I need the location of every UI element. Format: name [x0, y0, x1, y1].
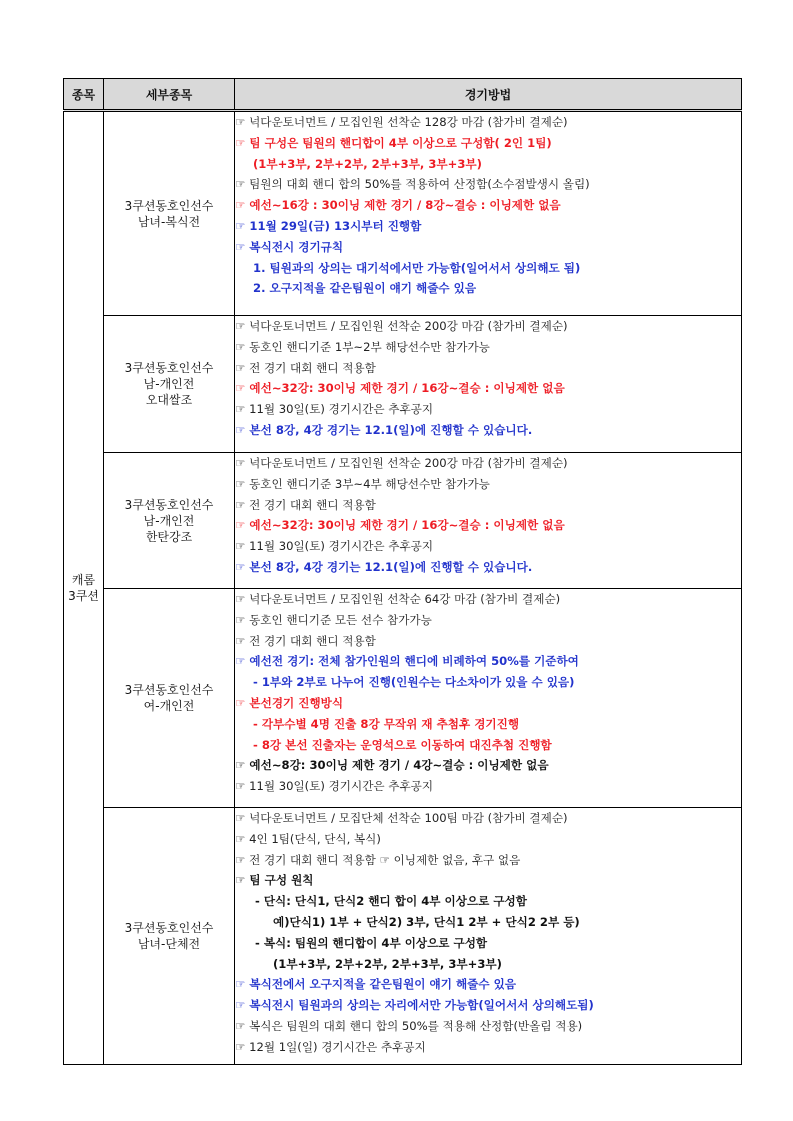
rule-line: ☞ 11월 30일(토) 경기시간은 추후공지 [235, 779, 434, 794]
rule-line: ☞ 넉다운토너먼트 / 모집인원 선착순 200강 마감 (참가비 결제순) [235, 456, 568, 470]
rule-line: 2. 오구지적을 같은팀원이 얘기 해줄수 있음 [253, 281, 477, 296]
rule-line: 예)단식1) 1부 + 단식2) 3부, 단식1 2부 + 단식2 2부 등) [273, 914, 580, 929]
rule-line: ☞ 팀원의 대회 핸디 합의 50%를 적용하여 산정함(소수점발생시 올림) [235, 177, 590, 192]
rule-line: ☞ 넉다운토너먼트 / 모집인원 선착순 64강 마감 (참가비 결제순) [235, 592, 561, 606]
subcategory-cell [104, 111, 235, 316]
rule-line: ☞ 12월 1일(일) 경기시간은 추후공지 [235, 1039, 426, 1054]
method-cell [235, 453, 742, 589]
method-cell [235, 808, 742, 1065]
rule-line: ☞ 본선경기 진행방식 [235, 695, 344, 710]
table-row [64, 111, 742, 316]
rule-line: ☞ 넉다운토너먼트 / 모집단체 선착순 100팀 마감 (참가비 결제순) [235, 811, 568, 825]
subcategory-label: 남녀-복식전 [137, 214, 201, 229]
rule-line: ☞ 전 경기 대회 핸디 적용함 [235, 633, 376, 648]
rule-line: ☞ 넉다운토너먼트 / 모집인원 선착순 128강 마감 (참가비 결제순) [235, 115, 568, 129]
competition-rules-table [63, 78, 742, 1065]
subcategory-label: 오대쌀조 [145, 393, 193, 407]
header-subcategory: 세부종목 [104, 79, 235, 111]
rule-line: 1. 팀원과의 상의는 대기석에서만 가능함(일어서서 상의해도 됨) [253, 260, 581, 275]
subcategory-label: 남-개인전 [143, 513, 195, 528]
rule-line: ☞ 팀 구성 원칙 [235, 873, 314, 888]
rule-line: ☞ 예선~8강: 30이닝 제한 경기 / 4강~결승 : 이닝제한 없음 [235, 758, 549, 773]
rule-line: ☞ 복식전시 팀원과의 상의는 자리에서만 가능함(일어서서 상의해도됨) [235, 998, 594, 1013]
table-row [64, 589, 742, 808]
rule-line: (1부+3부, 2부+2부, 2부+3부, 3부+3부) [273, 956, 502, 971]
rule-line: ☞ 전 경기 대회 핸디 적용함 [235, 497, 376, 512]
subcategory-label: 한탄강조 [145, 529, 193, 544]
category-label: 3쿠션 [68, 589, 99, 603]
table-row [64, 808, 742, 1065]
method-cell [235, 589, 742, 808]
rule-line: ☞ 예선~16강 : 30이닝 제한 경기 / 8강~결승 : 이닝제한 없음 [235, 198, 561, 213]
rule-line: ☞ 넉다운토너먼트 / 모집인원 선착순 200강 마감 (참가비 결제순) [235, 319, 568, 333]
rule-line: (1부+3부, 2부+2부, 2부+3부, 3부+3부) [253, 156, 482, 171]
rule-line: - 복식: 팀원의 핸디합이 4부 이상으로 구성함 [255, 935, 488, 950]
rule-line: ☞ 예선~32강: 30이닝 제한 경기 / 16강~결승 : 이닝제한 없음 [235, 518, 565, 533]
table-row [64, 453, 742, 589]
category-label: 캐롬 [71, 573, 96, 587]
subcategory-label: 3쿠션동호인선수 [124, 198, 214, 213]
subcategory-label: 남-개인전 [143, 377, 195, 391]
header-method: 경기방법 [235, 79, 742, 111]
rule-line: ☞ 동호인 핸디기준 모든 선수 참가가능 [235, 612, 432, 627]
rule-line: ☞ 전 경기 대회 핸디 적용함 [235, 360, 376, 375]
rule-line: ☞ 동호인 핸디기준 3부~4부 해당선수만 참가가능 [235, 476, 490, 491]
rule-line: - 단식: 단식1, 단식2 핸디 합이 4부 이상으로 구성함 [255, 894, 527, 909]
rule-line: - 1부와 2부로 나누어 진행(인원수는 다소차이가 있을 수 있음) [253, 675, 575, 690]
rule-line: ☞ 본선 8강, 4강 경기는 12.1(일)에 진행할 수 있습니다. [235, 559, 533, 574]
rule-line: ☞ 본선 8강, 4강 경기는 12.1(일)에 진행할 수 있습니다. [235, 422, 533, 437]
rule-line: ☞ 전 경기 대회 핸디 적용함 ☞ 이닝제한 없음, 후구 없음 [235, 852, 521, 867]
subcategory-cell [104, 589, 235, 808]
subcategory-label: 3쿠션동호인선수 [124, 361, 214, 375]
subcategory-cell [104, 316, 235, 453]
method-cell [235, 316, 742, 453]
rule-line: ☞ 예선~32강: 30이닝 제한 경기 / 16강~결승 : 이닝제한 없음 [235, 381, 565, 396]
rule-line: ☞ 복식전에서 오구지적을 같은팀원이 얘기 해줄수 있음 [235, 977, 517, 992]
category-cell [64, 111, 104, 1065]
method-cell [235, 111, 742, 316]
rule-line: ☞ 11월 30일(토) 경기시간은 추후공지 [235, 539, 434, 554]
rule-line: ☞ 팀 구성은 팀원의 핸디합이 4부 이상으로 구성함( 2인 1팀) [235, 135, 552, 150]
subcategory-label: 남녀-단체전 [137, 937, 201, 951]
subcategory-label: 3쿠션동호인선수 [124, 921, 214, 935]
rule-line: - 각부수별 4명 진출 8강 무작위 재 추첨후 경기진행 [253, 716, 520, 731]
rule-line: ☞ 11월 29일(금) 13시부터 진행함 [235, 218, 422, 233]
rule-line: ☞ 복식전시 경기규칙 [235, 239, 344, 254]
header-row [64, 79, 742, 111]
subcategory-cell [104, 453, 235, 589]
header-category: 종목 [64, 79, 104, 111]
rule-line: ☞ 복식은 팀원의 대회 핸디 합의 50%를 적용해 산정함(반올림 적용) [235, 1018, 583, 1033]
rule-line: ☞ 예선전 경기: 전체 참가인원의 핸디에 비례하여 50%를 기준하여 [235, 654, 579, 669]
rule-line: - 8강 본선 진출자는 운영석으로 이동하여 대진추첨 진행함 [253, 737, 552, 752]
rule-line: ☞ 11월 30일(토) 경기시간은 추후공지 [235, 402, 434, 417]
subcategory-label: 3쿠션동호인선수 [124, 497, 214, 512]
subcategory-label: 여-개인전 [143, 699, 195, 713]
rule-line: ☞ 4인 1팀(단식, 단식, 복식) [235, 831, 381, 846]
subcategory-label: 3쿠션동호인선수 [124, 683, 214, 697]
table-row [64, 316, 742, 453]
rule-line: ☞ 동호인 핸디기준 1부~2부 해당선수만 참가가능 [235, 339, 490, 354]
subcategory-cell [104, 808, 235, 1065]
